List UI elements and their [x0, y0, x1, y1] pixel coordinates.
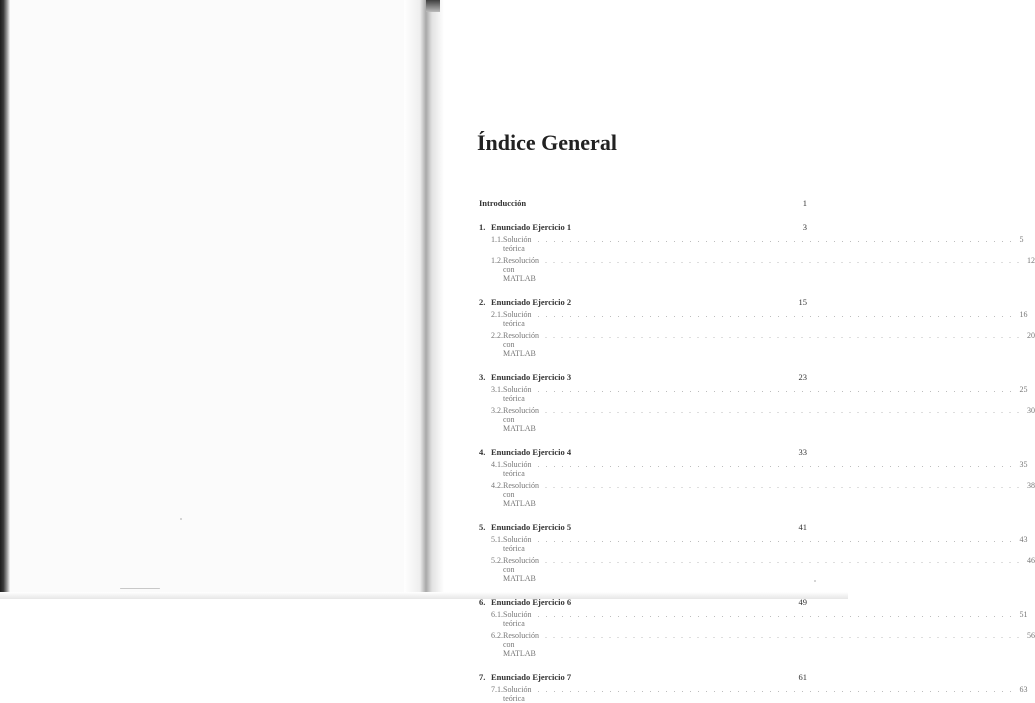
toc-section-entry[interactable] [479, 556, 1035, 583]
toc-intro-entry[interactable] [479, 198, 807, 208]
toc-chapter-entry[interactable] [479, 222, 807, 232]
toc-chapter [479, 597, 1035, 658]
toc-section-title: Resolución con MATLAB [503, 331, 539, 358]
toc-section-title: Solución teórica [503, 235, 532, 253]
toc-chapter-title: Enunciado Ejercicio 6 [491, 597, 572, 607]
toc-chapter [479, 222, 1035, 283]
toc-section-entry[interactable] [479, 331, 1035, 358]
toc-chapter-title: Enunciado Ejercicio 3 [491, 372, 572, 382]
binding-clip [426, 0, 440, 12]
toc-chapter-heading [479, 522, 571, 532]
toc-section-number: 2.2. [491, 331, 503, 340]
toc-chapter-page: 3 [802, 222, 807, 232]
toc-section-page: 63 [1019, 685, 1028, 694]
toc-section-number: 1.1. [491, 235, 503, 244]
toc-section-number: 5.2. [491, 556, 503, 565]
toc-section-page: 43 [1019, 535, 1028, 544]
toc-chapter-page: 61 [798, 672, 807, 682]
toc-chapter-number: 6. [479, 597, 486, 607]
toc-section-page: 25 [1019, 385, 1028, 394]
toc-chapter-title: Enunciado Ejercicio 4 [491, 447, 572, 457]
toc-section-number: 5.1. [491, 535, 503, 544]
toc-chapter [479, 522, 1035, 583]
toc-leader-dots: . . . . . . . . . . . . . . . . . . . . . . . . . . . . . . . . . . . . . . . . . . . . . . . . . . . . . . . . . . . . [537, 535, 1014, 544]
toc-section-number: 4.2. [491, 481, 503, 490]
toc-section-entry[interactable] [479, 685, 1028, 703]
table-of-contents [479, 198, 1035, 703]
toc-section-entry[interactable] [479, 610, 1028, 628]
toc-chapter-heading [479, 222, 571, 232]
toc-section-page: 51 [1019, 610, 1028, 619]
toc-section-page: 38 [1027, 481, 1035, 490]
toc-leader-dots: . . . . . . . . . . . . . . . . . . . . . . . . . . . . . . . . . . . . . . . . . . . . . . . . . . . . . . . . . . . . [537, 310, 1014, 319]
toc-section-title: Resolución con MATLAB [503, 556, 539, 583]
toc-section-number: 3.2. [491, 406, 503, 415]
toc-chapter-title: Enunciado Ejercicio 2 [491, 297, 572, 307]
toc-intro-page: 1 [802, 198, 807, 208]
toc-section-number: 4.1. [491, 460, 503, 469]
toc-leader-dots: . . . . . . . . . . . . . . . . . . . . . . . . . . . . . . . . . . . . . . . . . . . . . . . . . . . . . . . . . . . . [545, 556, 1021, 565]
paper-speck [120, 588, 160, 589]
book-gutter-shadow [404, 0, 444, 599]
toc-section-title: Resolución con MATLAB [503, 631, 539, 658]
toc-section-page: 5 [1019, 235, 1024, 244]
toc-chapter-entry[interactable] [479, 447, 807, 457]
toc-chapter-title: Enunciado Ejercicio 5 [491, 522, 572, 532]
toc-chapter-page: 41 [798, 522, 807, 532]
paper-speck [180, 518, 182, 520]
toc-section-title: Solución teórica [503, 685, 532, 703]
toc-chapter-entry[interactable] [479, 672, 807, 682]
toc-chapter-number: 4. [479, 447, 486, 457]
toc-section-number: 6.1. [491, 610, 503, 619]
toc-section-title: Resolución con MATLAB [503, 406, 539, 433]
toc-chapter-title: Enunciado Ejercicio 7 [491, 672, 572, 682]
toc-chapter-entry[interactable] [479, 297, 807, 307]
toc-chapter-heading [479, 672, 571, 682]
toc-section-entry[interactable] [479, 481, 1035, 508]
toc-section-number: 3.1. [491, 385, 503, 394]
toc-chapter-number: 7. [479, 672, 486, 682]
toc-chapter-heading [479, 372, 571, 382]
toc-section-number: 2.1. [491, 310, 503, 319]
toc-chapter-number: 3. [479, 372, 486, 382]
toc-chapter-list [479, 222, 1035, 703]
toc-section-page: 12 [1027, 256, 1035, 265]
toc-leader-dots: . . . . . . . . . . . . . . . . . . . . . . . . . . . . . . . . . . . . . . . . . . . . . . . . . . . . . . . . . . . . [545, 256, 1021, 265]
toc-leader-dots: . . . . . . . . . . . . . . . . . . . . . . . . . . . . . . . . . . . . . . . . . . . . . . . . . . . . . . . . . . . . [537, 385, 1014, 394]
toc-chapter-entry[interactable] [479, 522, 807, 532]
toc-section-page: 56 [1027, 631, 1035, 640]
toc-section-number: 6.2. [491, 631, 503, 640]
toc-chapter [479, 372, 1035, 433]
toc-section-entry[interactable] [479, 535, 1028, 553]
toc-chapter [479, 447, 1035, 508]
toc-section-page: 46 [1027, 556, 1035, 565]
toc-leader-dots: . . . . . . . . . . . . . . . . . . . . . . . . . . . . . . . . . . . . . . . . . . . . . . . . . . . . . . . . . . . . [545, 631, 1021, 640]
toc-leader-dots: . . . . . . . . . . . . . . . . . . . . . . . . . . . . . . . . . . . . . . . . . . . . . . . . . . . . . . . . . . . . [545, 481, 1021, 490]
toc-chapter-number: 2. [479, 297, 486, 307]
toc-chapter-heading [479, 297, 571, 307]
toc-section-title: Solución teórica [503, 310, 532, 328]
toc-leader-dots: . . . . . . . . . . . . . . . . . . . . . . . . . . . . . . . . . . . . . . . . . . . . . . . . . . . . . . . . . . . . [537, 610, 1014, 619]
left-page [0, 0, 424, 599]
toc-leader-dots: . . . . . . . . . . . . . . . . . . . . . . . . . . . . . . . . . . . . . . . . . . . . . . . . . . . . . . . . . . . . [545, 406, 1021, 415]
toc-chapter-number: 5. [479, 522, 486, 532]
toc-leader-dots: . . . . . . . . . . . . . . . . . . . . . . . . . . . . . . . . . . . . . . . . . . . . . . . . . . . . . . . . . . . . [537, 460, 1014, 469]
toc-chapter [479, 297, 1035, 358]
toc-section-title: Resolución con MATLAB [503, 256, 539, 283]
toc-section-entry[interactable] [479, 385, 1028, 403]
toc-leader-dots: . . . . . . . . . . . . . . . . . . . . . . . . . . . . . . . . . . . . . . . . . . . . . . . . . . . . . . . . . . . . [545, 331, 1021, 340]
toc-chapter-page: 33 [798, 447, 807, 457]
toc-section-entry[interactable] [479, 631, 1035, 658]
toc-section-page: 16 [1019, 310, 1028, 319]
toc-section-entry[interactable] [479, 460, 1028, 478]
toc-chapter [479, 672, 1028, 703]
toc-chapter-page: 15 [798, 297, 807, 307]
toc-section-page: 35 [1019, 460, 1028, 469]
toc-section-page: 30 [1027, 406, 1035, 415]
toc-chapter-title: Enunciado Ejercicio 1 [491, 222, 572, 232]
toc-section-title: Solución teórica [503, 535, 532, 553]
toc-section-title: Resolución con MATLAB [503, 481, 539, 508]
toc-leader-dots: . . . . . . . . . . . . . . . . . . . . . . . . . . . . . . . . . . . . . . . . . . . . . . . . . . . . . . . . . . . . [537, 685, 1014, 694]
toc-section-number: 7.1. [491, 685, 503, 694]
toc-section-title: Solución teórica [503, 460, 532, 478]
toc-section-page: 20 [1027, 331, 1035, 340]
toc-chapter-heading [479, 597, 571, 607]
toc-chapter-heading [479, 447, 571, 457]
toc-chapter-number: 1. [479, 222, 486, 232]
paper-speck [814, 580, 816, 582]
book-spine-shadow [0, 0, 10, 599]
toc-leader-dots: . . . . . . . . . . . . . . . . . . . . . . . . . . . . . . . . . . . . . . . . . . . . . . . . . . . . . . . . . . . . [537, 235, 1014, 244]
toc-section-title: Solución teórica [503, 610, 532, 628]
toc-intro-label: Introducción [479, 198, 527, 208]
toc-section-entry[interactable] [479, 406, 1035, 433]
toc-section-number: 1.2. [491, 256, 503, 265]
toc-section-entry[interactable] [479, 256, 1035, 283]
toc-section-title: Solución teórica [503, 385, 532, 403]
toc-chapter-entry[interactable] [479, 597, 807, 607]
toc-chapter-entry[interactable] [479, 372, 807, 382]
toc-section-entry[interactable] [479, 235, 1024, 253]
toc-chapter-page: 49 [798, 597, 807, 607]
toc-chapter-page: 23 [798, 372, 807, 382]
page-title: Índice General [477, 130, 617, 155]
toc-section-entry[interactable] [479, 310, 1028, 328]
